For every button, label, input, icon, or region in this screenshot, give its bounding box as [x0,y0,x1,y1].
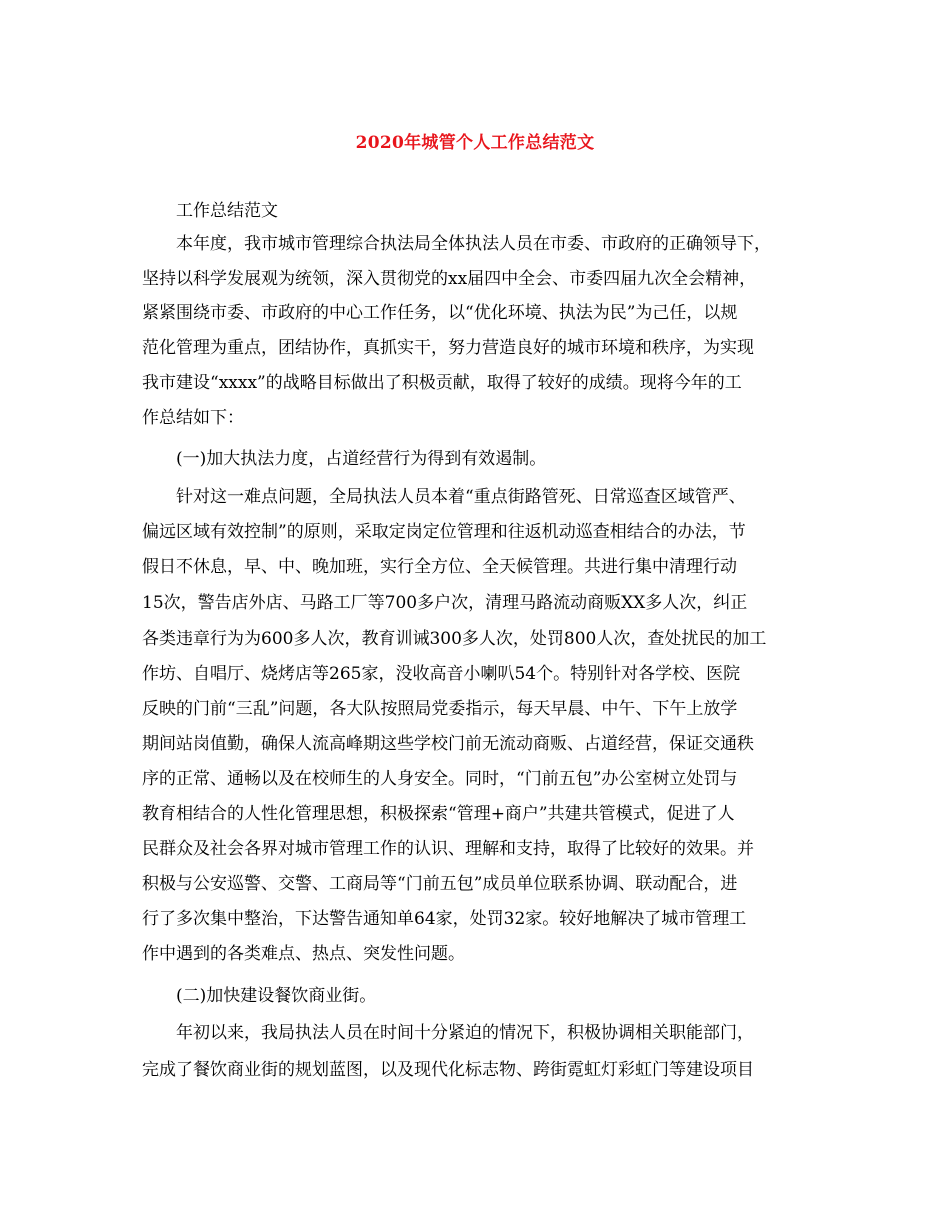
paragraph-line: 完成了餐饮商业街的规划蓝图，以及现代化标志物、跨街霓虹灯彩虹门等建设项目 [142,1060,754,1080]
paragraph-line: 偏远区域有效控制”的原则，采取定岗定位管理和往返机动巡查相结合的办法，节 [142,522,746,542]
paragraph-line: 年初以来，我局执法人员在时间十分紧迫的情况下，积极协调相关职能部门， [176,1023,754,1043]
paragraph-line: 范化管理为重点，团结协作，真抓实干，努力营造良好的城市环境和秩序，为实现 [142,338,754,358]
paragraph-line: 行了多次集中整治，下达警告通知单64家，处罚32家。较好地解决了城市管理工 [142,909,747,929]
paragraph-line: 反映的门前“三乱”问题，各大队按照局党委指示，每天早晨、中午、下午上放学 [142,699,738,719]
paragraph-line: 作中遇到的各类难点、热点、突发性问题。 [142,944,465,964]
paragraph-line: 期间站岗值勤，确保人流高峰期这些学校门前无流动商贩、占道经营，保证交通秩 [142,734,754,754]
section-heading: (二)加快建设餐饮商业街。 [176,986,377,1006]
paragraph-line: 假日不休息，早、中、晚加班，实行全方位、全天候管理。共进行集中清理行动 [142,557,737,577]
document-title: 2020年城管个人工作总结范文 [355,133,595,153]
paragraph-line: 坚持以科学发展观为统领，深入贯彻党的xx届四中全会、市委四届九次全会精神， [142,269,757,289]
paragraph-line: 作坊、自唱厅、烧烤店等265家，没收高音小喇叭54个。特别针对各学校、医院 [142,664,741,684]
section-heading: (一)加大执法力度，占道经营行为得到有效遏制。 [176,449,547,469]
paragraph-line: 各类违章行为为600多人次，教育训诫300多人次，处罚800人次，查处扰民的加工 [142,629,767,649]
paragraph-line: 民群众及社会各界对城市管理工作的认识、理解和支持，取得了比较好的效果。并 [142,839,754,859]
paragraph-line: 紧紧围绕市委、市政府的中心工作任务，以“优化环境、执法为民”为己任，以规 [142,303,738,323]
paragraph-line: 我市建设“xxxx”的战略目标做出了积极贡献，取得了较好的成绩。现将今年的工 [142,373,742,393]
paragraph-line: 本年度，我市城市管理综合执法局全体执法人员在市委、市政府的正确领导下， [176,234,771,254]
paragraph-line: 针对这一难点问题，全局执法人员本着“重点街路管死、日常巡查区域管严、 [176,487,746,507]
paragraph-line: 积极与公安巡警、交警、工商局等“门前五包”成员单位联系协调、联动配合，进 [142,874,738,894]
paragraph-line: 作总结如下： [142,408,244,428]
paragraph-line: 15次，警告店外店、马路工厂等700多户次，清理马路流动商贩XX多人次，纠正 [142,593,748,613]
paragraph-line: 序的正常、通畅以及在校师生的人身安全。同时，“门前五包”办公室树立处罚与 [142,769,738,789]
paragraph-line: 工作总结范文 [176,201,278,221]
paragraph-line: 教育相结合的人性化管理思想，积极探索“管理+商户”共建共管模式，促进了人 [142,804,735,824]
